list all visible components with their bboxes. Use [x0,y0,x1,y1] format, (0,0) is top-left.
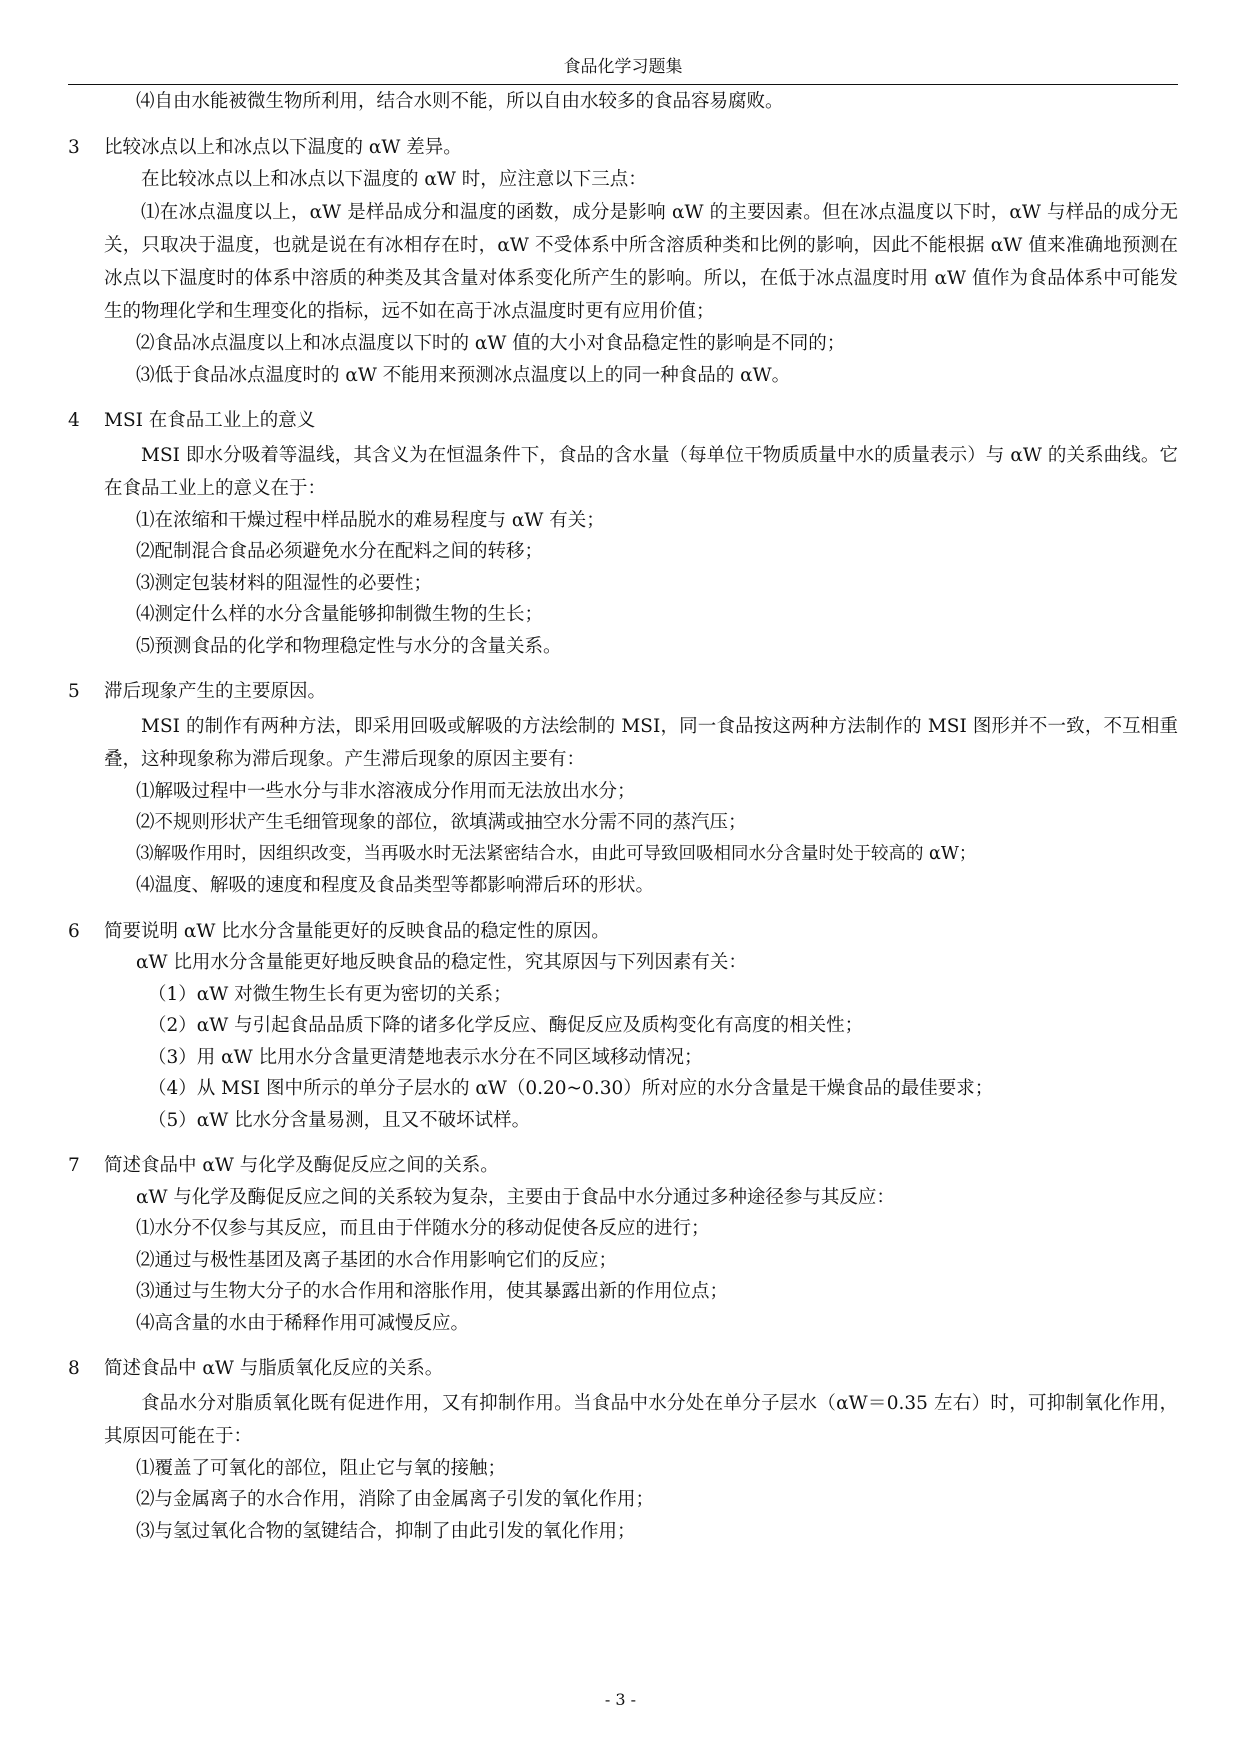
q8-item: ⑴覆盖了可氧化的部位，阻止它与氧的接触； [136,1457,507,1479]
question-title: 简述食品中 αW 与脂质氧化反应的关系。 [104,1358,444,1379]
question-4-heading [68,405,1178,437]
question-number: 5 [68,681,80,702]
q8-intro: 食品水分对脂质氧化既有促进作用，又有抑制作用。当食品中水分处在单分子层水（αW＝0.35 左右）时，可抑制氧化作用，其原因可能在于： [104,1392,1178,1447]
q4-item: ⑶测定包装材料的阻湿性的必要性； [136,572,433,594]
question-3-heading [68,132,1178,164]
q6-item: （3）用 αW 比用水分含量更清楚地表示水分在不同区域移动情况； [148,1046,703,1068]
q5-item: ⑶解吸作用时，因组织改变，当再吸水时无法紧密结合水，由此可导致回吸相同水分含量时处于较高的 αW； [136,843,977,864]
q4-intro: MSI 即水分吸着等温线，其含义为在恒温条件下，食品的含水量（每单位干物质质量中水的质量表示）与 αW 的关系曲线。它在食品工业上的意义在于： [104,444,1178,499]
page-content [68,86,1178,1547]
question-5-heading [68,676,1178,708]
question-8-heading [68,1353,1178,1385]
q7-item: ⑶通过与生物大分子的水合作用和溶胀作用，使其暴露出新的作用位点； [136,1281,729,1302]
carry-over-item: ⑷自由水能被微生物所利用，结合水则不能，所以自由水较多的食品容易腐败。 [136,91,784,112]
q4-item: ⑷测定什么样的水分含量能够抑制微生物的生长； [136,604,544,625]
question-number: 7 [68,1155,80,1176]
q6-item: （4）从 MSI 图中所示的单分子层水的 αW（0.20~0.30）所对应的水分含量是干燥食品的最佳要求； [148,1078,994,1099]
question-title: 简要说明 αW 比水分含量能更好的反映食品的稳定性的原因。 [104,920,610,942]
q3-item: ⑶低于食品冰点温度时的 αW 不能用来预测冰点温度以上的同一种食品的 αW。 [136,364,791,386]
header-rule [68,84,1178,85]
question-number: 8 [68,1358,80,1379]
page-number: - 3 - [604,1690,637,1709]
q6-item: （2）αW 与引起食品品质下降的诸多化学反应、酶促反应及质构变化有高度的相关性； [148,1015,864,1036]
question-number: 6 [68,920,80,942]
q6-item: （5）αW 比水分含量易测，且又不破坏试样。 [148,1109,531,1131]
q4-item: ⑵配制混合食品必须避免水分在配料之间的转移； [136,541,544,562]
q5-intro: MSI 的制作有两种方法，即采用回吸或解吸的方法绘制的 MSI，同一食品按这两种方法制作的 MSI 图形并不一致，不互相重叠，这种现象称为滞后现象。产生滞后现象的原因主要有： [104,715,1178,770]
q7-intro: αW 与化学及酶促反应之间的关系较为复杂，主要由于食品中水分通过多种途径参与其反应： [136,1186,895,1208]
q7-item: ⑴水分不仅参与其反应，而且由于伴随水分的移动促使各反应的进行； [136,1218,710,1239]
question-number: 4 [68,410,80,431]
question-title: 比较冰点以上和冰点以下温度的 αW 差异。 [104,136,462,158]
question-title: 简述食品中 αW 与化学及酶促反应之间的关系。 [104,1155,499,1176]
q3-point-1: ⑴在冰点温度以上，αW 是样品成分和温度的函数，成分是影响 αW 的主要因素。但在冰点温度以下时，αW 与样品的成分无关，只取决于温度，也就是说在有冰相存在时，αW 不受体系中所含溶质种类和比例的影响，因此不能根据 αW 值来准确地预测在冰点以下温度时的体系中溶质的种类及其含量对体系变化所产生的影响。所以，在低于冰点温度时用 αW 值作为食品体系中可能发生的物理化学和生理变化的指标，远不如在高于冰点温度时更有应用价值； [104,202,1178,322]
question-7-heading [68,1150,1178,1182]
q7-item: ⑵通过与极性基团及离子基团的水合作用影响它们的反应； [136,1249,618,1271]
q3-item: ⑵食品冰点温度以上和冰点温度以下时的 αW 值的大小对食品稳定性的影响是不同的； [136,333,846,354]
question-title: MSI 在食品工业上的意义 [104,410,316,431]
question-6-heading [68,916,1178,948]
q5-item: ⑷温度、解吸的速度和程度及食品类型等都影响滞后环的形状。 [136,875,655,896]
q6-intro: αW 比用水分含量能更好地反映食品的稳定性，究其原因与下列因素有关： [136,952,747,973]
question-number: 3 [68,136,80,158]
q6-item: （1）αW 对微生物生长有更为密切的关系； [148,983,512,1005]
running-header: 食品化学习题集 [563,57,683,77]
q5-item: ⑵不规则形状产生毛细管现象的部位，欲填满或抽空水分需不同的蒸汽压； [136,812,747,833]
q3-intro: 在比较冰点以上和冰点以下温度的 αW 时，应注意以下三点： [141,169,647,190]
q8-item: ⑶与氢过氧化合物的氢键结合，抑制了由此引发的氧化作用； [136,1520,636,1542]
q7-item: ⑷高含量的水由于稀释作用可减慢反应。 [136,1312,470,1334]
q8-item: ⑵与金属离子的水合作用，消除了由金属离子引发的氧化作用； [136,1489,655,1510]
question-title: 滞后现象产生的主要原因。 [104,681,327,702]
q4-item: ⑴在浓缩和干燥过程中样品脱水的难易程度与 αW 有关； [136,509,605,531]
q4-item: ⑸预测食品的化学和物理稳定性与水分的含量关系。 [136,635,562,657]
q5-item: ⑴解吸过程中一些水分与非水溶液成分作用而无法放出水分； [136,780,636,802]
